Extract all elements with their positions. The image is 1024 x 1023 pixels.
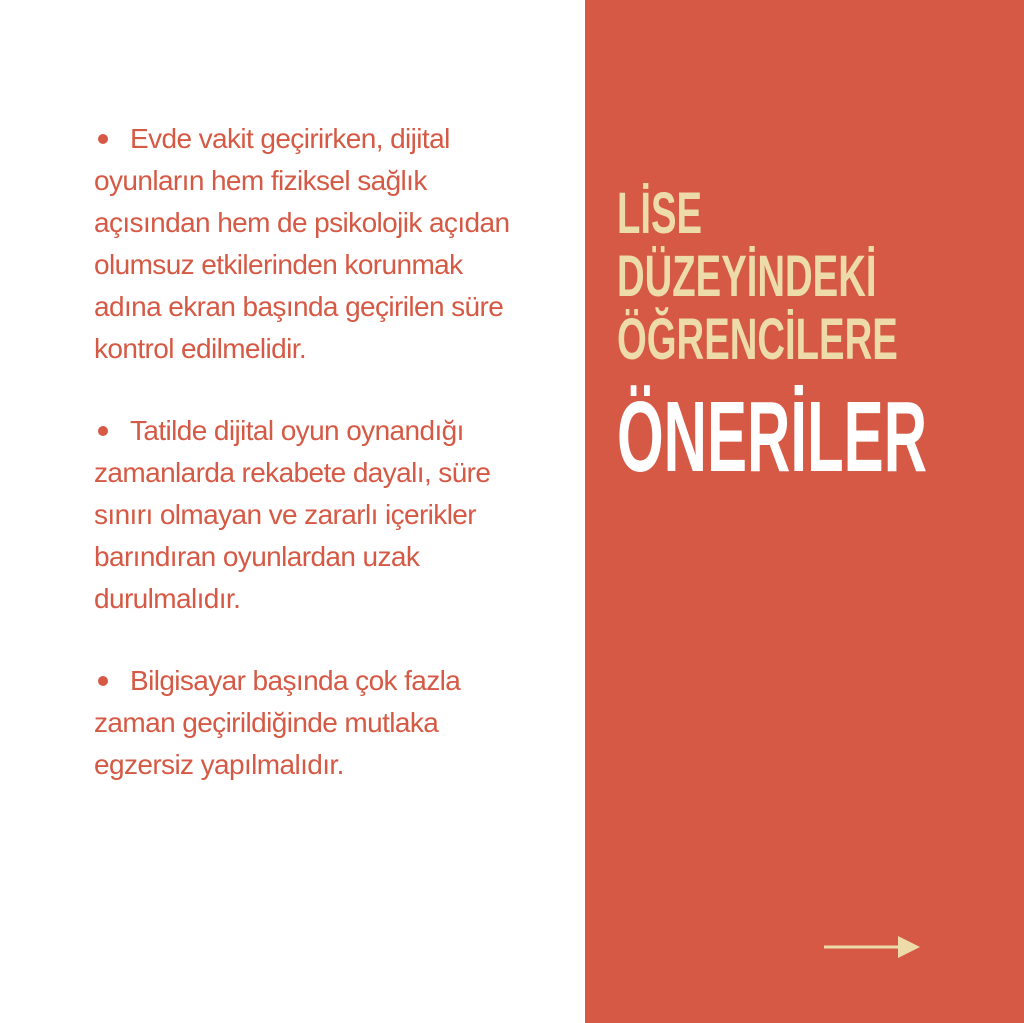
title-panel <box>585 0 1024 1023</box>
tip-text: Evde vakit geçirirken, dijital oyunların hem fiziksel sağlık açısından hem de psikolojik açıdan olumsuz etkilerinden korunmak adına ekran başında geçirilen süre kontrol edilmelidir. <box>94 123 510 364</box>
tip-text: Tatilde dijital oyun oynandığı zamanlarda rekabete dayalı, süre sınırı olmayan ve zararlı içerikler barındıran oyunlardan uzak durulmalıdır. <box>94 415 491 614</box>
title-line-1: LİSE <box>617 181 703 246</box>
title-line-3: ÖĞRENCİLERE <box>617 307 898 372</box>
tip-item <box>94 118 534 370</box>
title-line-2: DÜZEYİNDEKİ <box>617 244 877 309</box>
title-main: ÖNERİLER <box>617 381 928 493</box>
bullet-icon <box>98 134 108 144</box>
tip-text: Bilgisayar başında çok fazla zaman geçirildiğinde mutlaka egzersiz yapılmalıdır. <box>94 665 461 780</box>
tip-item <box>94 660 534 786</box>
tips-list <box>94 118 534 826</box>
page-title <box>617 181 1012 493</box>
tip-item <box>94 410 534 620</box>
arrow-right-icon[interactable] <box>824 934 920 960</box>
bullet-icon <box>98 676 108 686</box>
bullet-icon <box>98 426 108 436</box>
